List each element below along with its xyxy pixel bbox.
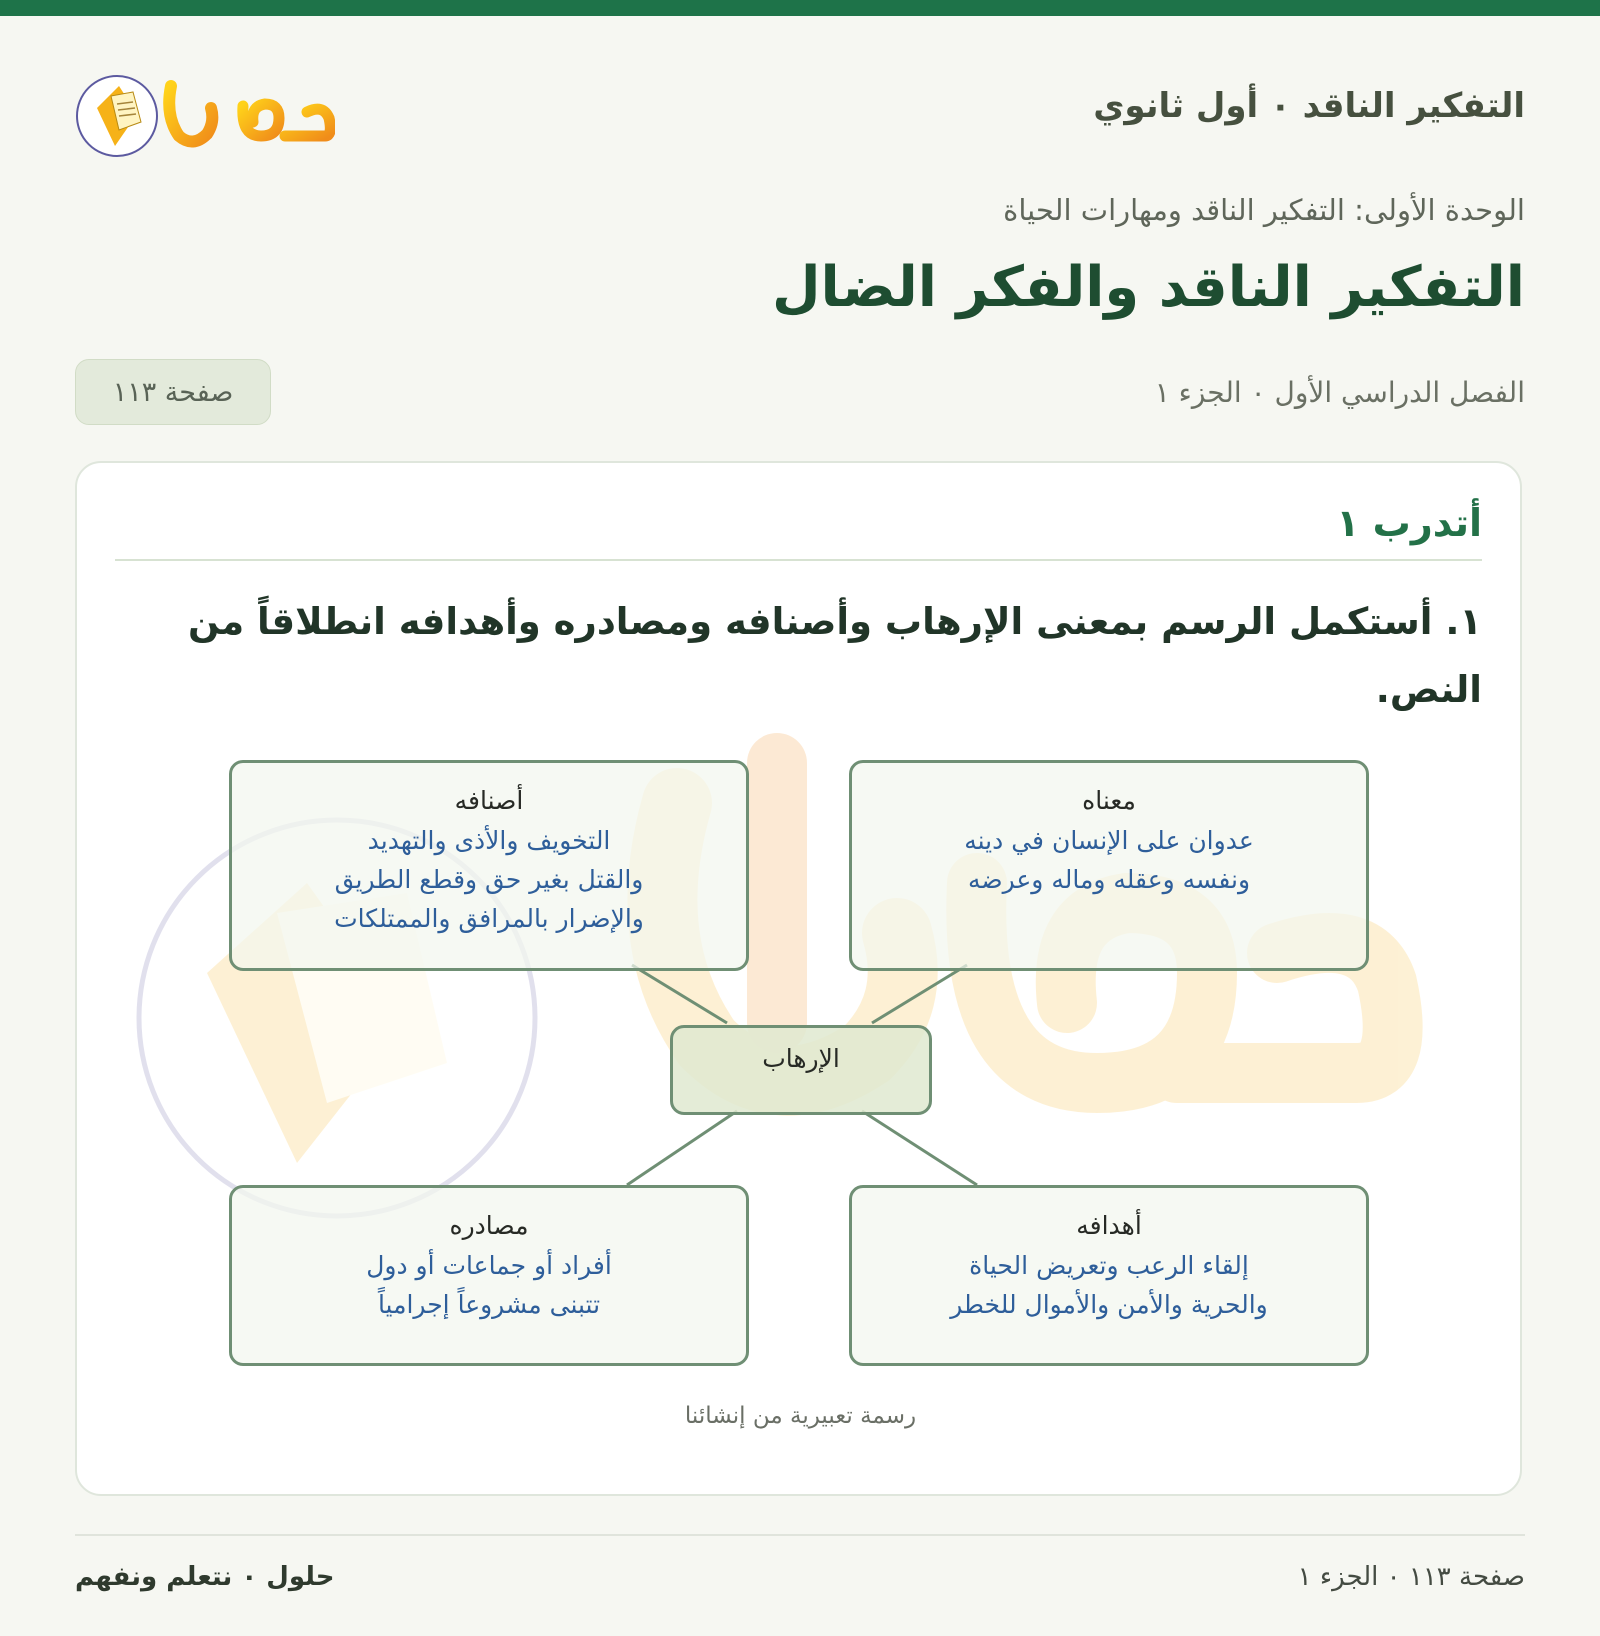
footer-page-info: صفحة ١١٣ ٠ الجزء ١ xyxy=(1297,1562,1525,1592)
hulul-logo[interactable] xyxy=(75,56,335,166)
goals-box xyxy=(849,1185,1369,1366)
page-header xyxy=(75,48,1525,168)
exercise-question: ١. أستكمل الرسم بمعنى الإرهاب وأصنافه ومصادره وأهدافه انطلاقاً من النص. xyxy=(187,600,1482,711)
types-line-1: التخويف والأذى والتهديد xyxy=(367,826,611,855)
term-info: الفصل الدراسي الأول ٠ الجزء ١ xyxy=(1154,376,1525,409)
meaning-title: معناه xyxy=(1082,786,1136,815)
logo-graphic xyxy=(75,56,335,166)
lesson-title: التفكير الناقد والفكر الضال xyxy=(771,255,1525,320)
sources-line-2: تتبنى مشروعاً إجرامياً xyxy=(377,1290,601,1319)
types-title: أصنافه xyxy=(454,786,524,815)
center-concept-box: الإرهاب xyxy=(670,1025,932,1115)
concept-diagram xyxy=(77,463,1524,1498)
series-title: التفكير الناقد ٠ أول ثانوي xyxy=(1093,86,1525,126)
unit-title: الوحدة الأولى: التفكير الناقد ومهارات الحياة xyxy=(1003,193,1525,227)
meaning-line-2: ونفسه وعقله وماله وعرضه xyxy=(967,865,1251,894)
exercise-title: أتدرب ١ xyxy=(1336,501,1482,545)
goals-line-1: إلقاء الرعب وتعريض الحياة xyxy=(969,1251,1249,1280)
types-box xyxy=(229,760,749,971)
top-accent-bar xyxy=(0,0,1600,16)
footer-brand[interactable]: حلول ٠ نتعلم ونفهم xyxy=(75,1562,335,1592)
sources-line-1: أفراد أو جماعات أو دول xyxy=(366,1251,612,1280)
diagram-caption: رسمة تعبيرية من إنشائنا xyxy=(684,1403,917,1429)
meaning-box xyxy=(849,760,1369,971)
types-line-2: والقتل بغير حق وقطع الطريق xyxy=(334,865,644,894)
exercise-card xyxy=(75,461,1522,1496)
goals-line-2: والحرية والأمن والأموال للخطر xyxy=(950,1290,1268,1319)
footer-divider xyxy=(75,1534,1525,1536)
page-badge: صفحة ١١٣ xyxy=(75,359,271,425)
sources-title: مصادره xyxy=(449,1211,529,1240)
sources-box xyxy=(229,1185,749,1366)
types-line-3: والإضرار بالمرافق والممتلكات xyxy=(334,904,644,933)
meaning-line-1: عدوان على الإنسان في دينه xyxy=(964,826,1254,855)
goals-title: أهدافه xyxy=(1076,1211,1142,1240)
